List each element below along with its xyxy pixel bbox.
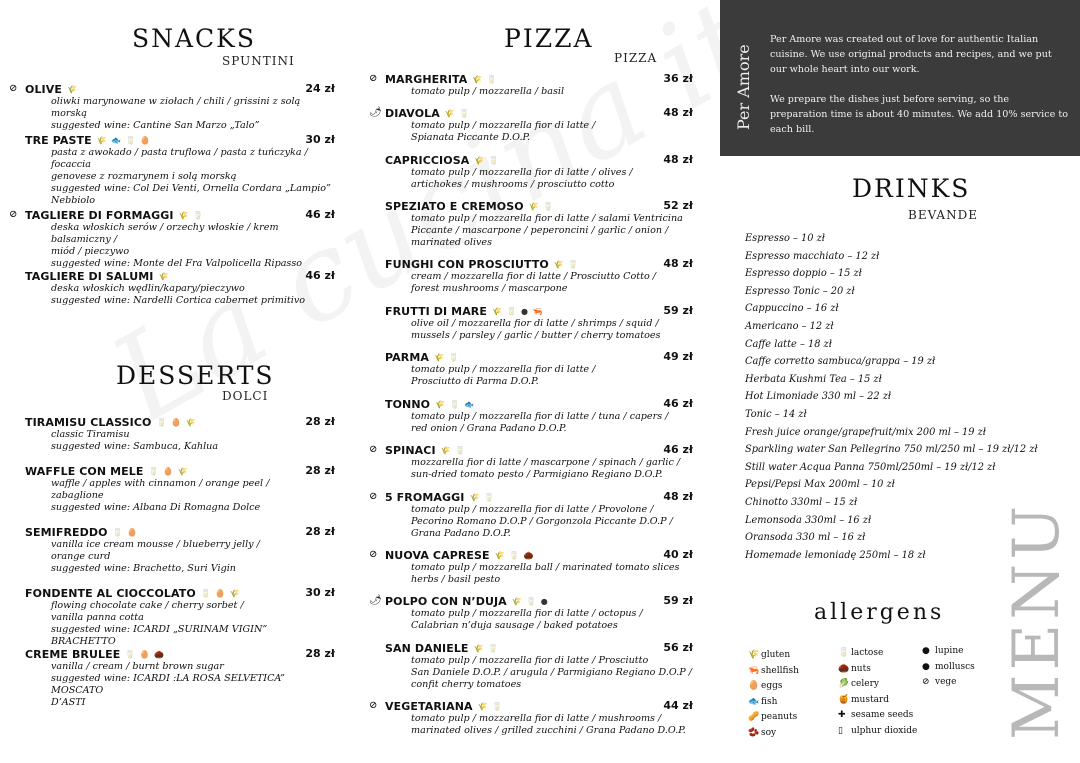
item-name: CAPRICCIOSA xyxy=(385,153,470,167)
item-price: 28 zł xyxy=(305,647,335,660)
pizza-item-header xyxy=(385,397,693,411)
snacks-item-header xyxy=(9,82,335,96)
allergens-column-2 xyxy=(838,648,917,741)
item-name: POLPO CON N’DUJA xyxy=(385,594,507,608)
allergen-entry xyxy=(748,650,799,666)
item-allergen-icons: 🥛 🥚 🌾 xyxy=(156,417,197,427)
item-price: 48 zł xyxy=(663,490,693,503)
allergen-label: peanuts xyxy=(761,712,798,722)
allergen-label: celery xyxy=(851,679,879,689)
item-allergen-icons: 🥛 🥚 xyxy=(112,527,139,537)
drink-item: Espresso doppio – 15 zł xyxy=(745,268,862,280)
item-description-line: tomato pulp / mozzarella fior di latte / xyxy=(411,364,596,375)
item-description-line: tomato pulp / mozzarella ball / marinated tomato slices xyxy=(411,562,680,573)
item-name: SEMIFREDDO xyxy=(25,525,108,539)
pizza-subtitle: PIZZA xyxy=(614,51,658,65)
item-name: FONDENTE AL CIOCCOLATO xyxy=(25,586,196,600)
allergens-column-1 xyxy=(748,650,799,743)
desserts-item xyxy=(25,647,335,709)
item-description-line: vanilla / cream / burnt brown sugar xyxy=(51,661,224,672)
pizza-item xyxy=(385,257,693,295)
pizza-item xyxy=(369,594,693,632)
item-description-line: tomato pulp / mozzarella fior di latte / salami Ventricina xyxy=(411,213,683,224)
item-description-line: herbs / basil pesto xyxy=(411,574,501,585)
desserts-item-header xyxy=(25,647,335,661)
desserts-item xyxy=(25,586,335,648)
item-name: TONNO xyxy=(385,397,431,411)
allergen-entry xyxy=(922,662,975,678)
pizza-item-header xyxy=(385,199,693,213)
pizza-item xyxy=(369,72,693,98)
item-name: TIRAMISU CLASSICO xyxy=(25,415,152,429)
allergen-label: gluten xyxy=(761,650,791,660)
allergens-column-3 xyxy=(922,646,975,693)
item-suggested-wine: suggested wine: Brachetto, Suri Vigin xyxy=(51,563,236,574)
item-allergen-icons: 🥛 🥚 🌾 xyxy=(200,588,241,598)
item-allergen-icons: 🌾 🥛 xyxy=(444,108,471,118)
item-suggested-wine: suggested wine: Col Dei Venti, Ornella Cordara „Lampio” xyxy=(51,183,331,194)
pizza-item xyxy=(385,304,693,342)
item-allergen-icons: 🌾 xyxy=(66,84,78,94)
item-allergen-icons: 🌾 🥛 xyxy=(434,352,460,362)
item-description-line: orange curd xyxy=(51,551,111,562)
pizza-item xyxy=(385,153,693,191)
allergen-entry xyxy=(838,695,917,711)
allergen-icon: 🌾 xyxy=(748,650,760,660)
item-description-line: Calabrian n’duja sausage / baked potatoes xyxy=(411,620,618,631)
drink-item: Homemade lemoniadę 250ml – 18 zł xyxy=(745,549,926,561)
item-description-line: Piccante / mascarpone / peperoncini / garlic / onion / xyxy=(411,225,669,236)
allergen-entry xyxy=(748,728,799,744)
item-description-line: vanilla ice cream mousse / blueberry jelly / xyxy=(51,539,260,550)
allergen-label: lactose xyxy=(851,648,884,658)
desserts-subtitle: DOLCI xyxy=(222,389,269,403)
desserts-item xyxy=(25,464,335,514)
snacks-title: SNACKS xyxy=(132,24,256,53)
item-price: 49 zł xyxy=(663,350,693,363)
drink-item: Tonic – 14 zł xyxy=(745,408,807,420)
item-price: 30 zł xyxy=(305,586,335,599)
item-suggested-wine: D’ASTI xyxy=(51,697,86,708)
item-allergen-icons: 🌾 🥛 xyxy=(528,201,555,211)
drink-item: Sparkling water San Pellegrino 750 ml/250 ml – 19 zł/12 zł xyxy=(745,444,1038,456)
item-description-line: deska włoskich serów / orzechy włoskie / krem balsamiczny / xyxy=(51,222,279,245)
item-name: DIAVOLA xyxy=(385,106,440,120)
item-diet-icon: ⊘ xyxy=(9,209,18,220)
item-description-line: classic Tiramisu xyxy=(51,429,130,440)
about-text xyxy=(770,32,1068,152)
item-description-line: flowing chocolate cake / cherry sorbet / xyxy=(51,600,244,611)
item-allergen-icons: 🌾 🥛 ● 🦐 xyxy=(492,306,544,316)
drinks-title: DRINKS xyxy=(852,174,971,203)
drink-item: Hot Limoniade 330 ml – 22 zł xyxy=(745,391,892,403)
allergen-entry xyxy=(838,710,917,726)
item-diet-icon: 🌶 xyxy=(369,107,382,118)
desserts-item-header xyxy=(25,464,335,478)
allergen-label: nuts xyxy=(851,663,871,674)
snacks-item-header xyxy=(25,269,335,283)
item-allergen-icons: 🌾 🥛 xyxy=(477,701,504,711)
allergen-icon: ● xyxy=(922,661,930,672)
item-description-line: Pecorino Romano D.O.P / Gorgonzola Piccante D.O.P / xyxy=(411,516,673,527)
allergen-icon: 🥛 xyxy=(838,648,850,658)
allergen-label: fish xyxy=(761,696,778,707)
pizza-item-header xyxy=(369,594,693,608)
allergens-title: allergens xyxy=(814,600,945,625)
item-description-line: tomato pulp / mozzarella fior di latte / mushrooms / xyxy=(411,713,662,724)
allergen-icon: 🍯 xyxy=(838,694,850,705)
item-description-line: vanilla panna cotta xyxy=(51,612,144,623)
allergen-icon: 🦐 xyxy=(748,665,760,676)
item-suggested-wine: suggested wine: Monte del Fra Valpolicella Ripasso xyxy=(51,258,303,269)
item-name: CREME BRULEE xyxy=(25,647,121,661)
item-description-line: tomato pulp / mozzarella fior di latte / Prosciutto xyxy=(411,655,649,666)
pizza-item-header xyxy=(369,443,693,457)
allergen-label: mustard xyxy=(851,694,889,705)
item-name: SAN DANIELE xyxy=(385,641,469,655)
allergen-entry xyxy=(838,664,917,680)
allergen-label: sesame seeds xyxy=(851,710,914,720)
allergen-entry xyxy=(922,677,975,693)
drink-item: Oransoda 330 ml – 16 zł xyxy=(745,532,866,544)
menu-side-label: MENU xyxy=(1000,501,1074,740)
allergen-icon: ● xyxy=(922,646,930,656)
item-name: FRUTTI DI MARE xyxy=(385,304,487,318)
allergen-icon: 🥜 xyxy=(748,712,760,722)
pizza-title: PIZZA xyxy=(504,24,594,53)
item-diet-icon: ⊘ xyxy=(369,73,378,84)
desserts-item-header xyxy=(25,525,335,539)
item-price: 56 zł xyxy=(663,641,693,654)
item-price: 46 zł xyxy=(663,397,693,410)
item-suggested-wine: suggested wine: ICARDI „SURINAM VIGIN” BRACHETTO xyxy=(51,624,268,647)
item-name: VEGETARIANA xyxy=(385,699,473,713)
allergen-entry xyxy=(838,679,917,695)
item-price: 46 zł xyxy=(305,269,335,282)
drink-item: Cappuccino – 16 zł xyxy=(745,303,839,315)
item-allergen-icons: 🌾 🥛 🌰 xyxy=(494,550,535,560)
drink-item: Espresso Tonic – 20 zł xyxy=(745,285,855,297)
pizza-item xyxy=(385,199,693,249)
item-description-line: olive oil / mozzarella fior di latte / shrimps / squid / xyxy=(411,318,659,329)
allergen-icon: 🐟 xyxy=(748,696,760,707)
desserts-item-header xyxy=(25,586,335,600)
item-price: 52 zł xyxy=(663,199,693,212)
item-suggested-wine: suggested wine: Sambuca, Kahlua xyxy=(51,441,219,452)
allergen-entry xyxy=(748,681,799,697)
item-allergen-icons: 🌾 🥛 xyxy=(440,445,467,455)
item-price: 28 zł xyxy=(305,464,335,477)
desserts-item-header xyxy=(25,415,335,429)
item-diet-icon: ⊘ xyxy=(369,549,378,560)
item-allergen-icons: 🌾 🐟 🥛 🥚 xyxy=(96,135,152,145)
drink-item: Caffe corretto sambuca/grappa – 19 zł xyxy=(745,356,936,368)
item-allergen-icons: 🌾 🥛 xyxy=(469,492,495,502)
item-description-line: genovese z rozmarynem i solą morską xyxy=(51,171,237,182)
item-allergen-icons: 🌾 🥛 xyxy=(473,643,500,653)
allergen-label: molluscs xyxy=(935,661,975,672)
item-diet-icon: ⊘ xyxy=(369,444,378,455)
item-price: 30 zł xyxy=(305,133,335,146)
item-description-line: San Daniele D.O.P. / arugula / Parmigiano Regiano D.O.P / xyxy=(411,667,692,678)
allergen-entry xyxy=(922,646,975,662)
item-price: 28 zł xyxy=(305,415,335,428)
item-price: 48 zł xyxy=(663,153,693,166)
item-diet-icon: ⊘ xyxy=(9,83,18,94)
allergen-label: shellfish xyxy=(761,665,799,676)
item-description-line: tomato pulp / mozzarella fior di latte / tuna / capers / xyxy=(411,411,669,422)
snacks-item xyxy=(9,82,335,132)
snacks-item xyxy=(25,133,335,207)
allergen-icon: ✚ xyxy=(838,710,846,720)
item-allergen-icons: 🌾 🥛 xyxy=(474,155,500,165)
allergen-entry xyxy=(748,666,799,682)
item-allergen-icons: 🌾 🥛 xyxy=(553,259,580,269)
pizza-item-header xyxy=(369,106,693,120)
item-name: 5 FROMAGGI xyxy=(385,490,465,504)
item-description-line: Spianata Piccante D.O.P. xyxy=(411,132,531,143)
allergen-icon: 🥚 xyxy=(748,681,760,691)
pizza-item-header xyxy=(369,72,693,86)
allergen-entry xyxy=(748,712,799,728)
allergen-entry xyxy=(838,726,917,742)
desserts-title: DESSERTS xyxy=(116,361,275,390)
item-name: TAGLIERE DI SALUMI xyxy=(25,269,154,283)
item-allergen-icons: 🌾 🥛 xyxy=(472,74,498,84)
item-diet-icon: 🌶 xyxy=(369,595,382,606)
allergen-label: vege xyxy=(935,677,957,687)
item-allergen-icons: 🌾 🥛 ● xyxy=(511,596,549,606)
drink-item: Espresso macchiato – 12 zł xyxy=(745,250,880,262)
item-description-line: confit cherry tomatoes xyxy=(411,679,522,690)
allergen-icon: ⊘ xyxy=(922,677,930,687)
pizza-item xyxy=(369,443,693,481)
item-price: 59 zł xyxy=(663,304,693,317)
item-price: 36 zł xyxy=(663,72,693,85)
pizza-item-header xyxy=(385,641,693,655)
item-price: 24 zł xyxy=(305,82,335,95)
item-description-line: Grana Padano D.O.P. xyxy=(411,528,511,539)
item-suggested-wine: Nebbiolo xyxy=(51,195,96,206)
item-price: 46 zł xyxy=(663,443,693,456)
drink-item: Still water Acqua Panna 750ml/250ml – 19 zł/12 zł xyxy=(745,461,996,473)
pizza-item xyxy=(369,106,693,144)
snacks-item-header xyxy=(9,208,335,222)
item-name: PARMA xyxy=(385,350,429,364)
item-description-line: red onion / Grana Padano D.O.P. xyxy=(411,423,567,434)
desserts-item xyxy=(25,525,335,575)
snacks-item-header xyxy=(25,133,335,147)
pizza-item-header xyxy=(369,490,693,504)
desserts-item xyxy=(25,415,335,453)
drinks-subtitle: BEVANDE xyxy=(908,208,978,222)
item-suggested-wine: suggested wine: Cantine San Marzo „Talo” xyxy=(51,120,260,131)
item-description-line: tomato pulp / mozzarella fior di latte / Provolone / xyxy=(411,504,654,515)
item-name: MARGHERITA xyxy=(385,72,468,86)
item-price: 48 zł xyxy=(663,257,693,270)
allergen-label: eggs xyxy=(761,681,783,691)
item-description-line: tomato pulp / mozzarella fior di latte / olives / xyxy=(411,167,633,178)
item-name: WAFFLE CON MELE xyxy=(25,464,144,478)
snacks-subtitle: SPUNTINI xyxy=(222,54,295,68)
pizza-item-header xyxy=(385,257,693,271)
item-allergen-icons: 🌾 🥛 xyxy=(178,210,205,220)
item-allergen-icons: 🌾 🥛 🐟 xyxy=(435,399,476,409)
about-brand: Per Amore xyxy=(734,44,753,130)
item-description-line: zabaglione xyxy=(51,490,104,501)
item-description-line: Prosciutto di Parma D.O.P. xyxy=(411,376,539,387)
item-price: 40 zł xyxy=(663,548,693,561)
allergen-icon: 🫘 xyxy=(748,727,760,738)
item-price: 44 zł xyxy=(663,699,693,712)
about-paragraph-1: Per Amore was created out of love for authentic Italian cuisine. We use original products and recipes, and we put our whole heart into our work. xyxy=(770,34,1052,75)
item-description-line: oliwki marynowane w ziołach / chili / grissini z solą morską xyxy=(51,96,301,119)
allergen-label: lupine xyxy=(935,646,964,656)
allergen-icon: 🥬 xyxy=(838,679,850,689)
item-price: 48 zł xyxy=(663,106,693,119)
drinks-list xyxy=(745,232,1038,566)
drink-item: Americano – 12 zł xyxy=(745,320,834,332)
item-description-line: forest mushrooms / mascarpone xyxy=(411,283,568,294)
drink-item: Espresso – 10 zł xyxy=(745,233,825,244)
item-name: SPINACI xyxy=(385,443,436,457)
item-allergen-icons: 🌾 xyxy=(158,271,170,281)
pizza-item xyxy=(369,490,693,540)
pizza-item xyxy=(385,350,693,388)
allergen-entry xyxy=(748,697,799,713)
allergen-icon: 🌰 xyxy=(838,663,850,674)
drink-item: Pepsi/Pepsi Max 200ml – 10 zł xyxy=(745,479,895,491)
drink-item: Chinotto 330ml – 15 zł xyxy=(745,496,858,508)
item-description-line: mussels / parsley / garlic / butter / cherry tomatoes xyxy=(411,330,661,341)
drink-item: Caffe latte – 18 zł xyxy=(745,338,832,350)
item-description-line: cream / mozzarella fior di latte / Prosciutto Cotto / xyxy=(411,271,657,282)
pizza-item xyxy=(369,699,693,737)
snacks-item xyxy=(9,208,335,270)
item-price: 46 zł xyxy=(305,208,335,221)
item-allergen-icons: 🥛 🥚 🌾 xyxy=(148,466,189,476)
allergen-label: soy xyxy=(761,727,777,738)
item-price: 59 zł xyxy=(663,594,693,607)
pizza-item-header xyxy=(369,699,693,713)
drink-item: Lemonsoda 330ml – 16 zł xyxy=(745,514,872,526)
pizza-item xyxy=(385,397,693,435)
item-name: TRE PASTE xyxy=(25,133,92,147)
item-description-line: deska włoskich wędlin/kapary/pieczywo xyxy=(51,283,245,294)
pizza-item xyxy=(385,641,693,691)
item-description-line: miód / pieczywo xyxy=(51,246,130,257)
drink-item: Herbata Kushmi Tea – 15 zł xyxy=(745,373,882,385)
item-suggested-wine: suggested wine: ICARDI :LA ROSA SELVETICA” MOSCATO xyxy=(51,673,285,696)
item-description-line: marinated olives xyxy=(411,237,493,248)
item-name: NUOVA CAPRESE xyxy=(385,548,490,562)
item-description-line: marinated olives / grilled zucchini / Grana Padano D.O.P. xyxy=(411,725,686,736)
item-name: TAGLIERE DI FORMAGGI xyxy=(25,208,174,222)
item-diet-icon: ⊘ xyxy=(369,491,378,502)
item-description-line: tomato pulp / mozzarella / basil xyxy=(411,86,565,97)
item-name: OLIVE xyxy=(25,82,62,96)
item-suggested-wine: suggested wine: Albana Di Romagna Dolce xyxy=(51,502,261,513)
pizza-item-header xyxy=(385,304,693,318)
item-price: 28 zł xyxy=(305,525,335,538)
item-name: SPEZIATO E CREMOSO xyxy=(385,199,524,213)
item-description-line: sun-dried tomato pesto / Parmigiano Regiano D.O.P. xyxy=(411,469,663,480)
item-description-line: tomato pulp / mozzarella fior di latte / octopus / xyxy=(411,608,643,619)
item-description-line: waffle / apples with cinnamon / orange peel / xyxy=(51,478,270,489)
pizza-item xyxy=(369,548,693,586)
item-description-line: mozzarella fior di latte / mascarpone / spinach / garlic / xyxy=(411,457,681,468)
item-description-line: artichokes / mushrooms / prosciutto cotto xyxy=(411,179,615,190)
drink-item: Fresh juice orange/grapefruit/mix 200 ml – 19 zł xyxy=(745,426,986,438)
item-allergen-icons: 🥛 🥚 🌰 xyxy=(125,649,166,659)
snacks-item xyxy=(25,269,335,307)
allergen-label: ulphur dioxide xyxy=(851,725,918,736)
item-suggested-wine: suggested wine: Nardelli Cortica cabernet primitivo xyxy=(51,295,306,306)
allergen-icon: ▯ xyxy=(838,725,843,736)
pizza-item-header xyxy=(369,548,693,562)
item-description-line: tomato pulp / mozzarella fior di latte / xyxy=(411,120,596,131)
pizza-item-header xyxy=(385,153,693,167)
item-diet-icon: ⊘ xyxy=(369,700,378,711)
item-name: FUNGHI CON PROSCIUTTO xyxy=(385,257,549,271)
pizza-item-header xyxy=(385,350,693,364)
about-paragraph-2: We prepare the dishes just before serving, so the preparation time is about 40 minutes. We add 10% service to each bill. xyxy=(770,94,1068,135)
allergen-entry xyxy=(838,648,917,664)
item-description-line: pasta z awokado / pasta truflowa / pasta z tuńczyka / focaccia xyxy=(51,147,308,170)
